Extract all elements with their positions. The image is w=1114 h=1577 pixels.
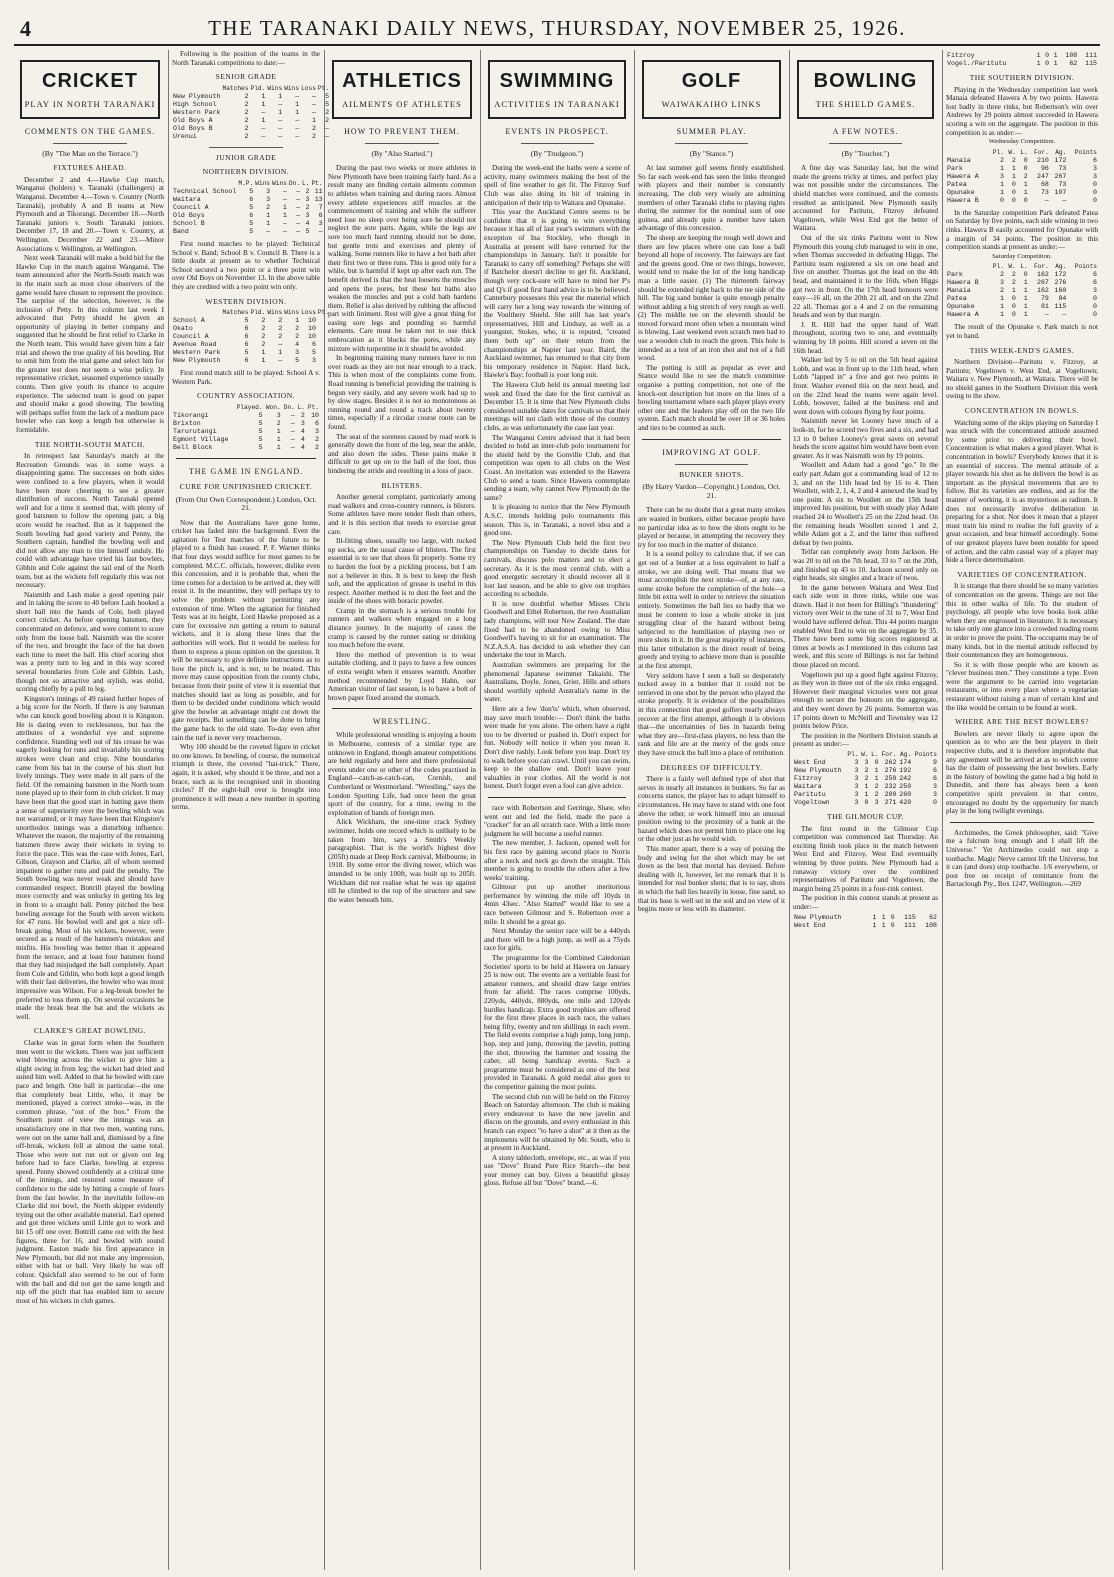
article-paragraph: Telfar ran completely away from Jackson. He was 20 to nil on the 7th head, 33 to 7 on the 20th, and finished up 43 to 10. Jackson scored only on eight heads, six singles and a brace of twos. xyxy=(793,548,938,583)
article-paragraph: It is a sound policy to calculate that, if we can get out of a bunker at a loss equivalent to half a stroke, we are doing well. That means that we must accomplish the next stroke—of, at any rate, some stroke before the completion of the hole—a little bit extra well in order to retrieve the situation entirely. Sometimes the ball lies so badly that we must be content to lose a whole stroke in just struggling clear of the hazard without being subjected to the humiliation of playing two or more shots in it. In the great majority of instances, this latter tribulation is the direct result of being greedy and trying to achieve more than is possible at the first attempt. xyxy=(638,550,785,671)
table-row: Tikorangi 5 3 — 2 10 xyxy=(173,411,319,419)
column-separator xyxy=(168,50,169,1570)
divider xyxy=(950,822,1094,823)
table-row: Vogel./Paritutu 1 0 1 62 115 xyxy=(947,60,1097,67)
table-row: Opunake 1 0 1 73 107 0 xyxy=(947,188,1097,196)
masthead-title: THE TARANAKI DAILY NEWS, THURSDAY, NOVEMBER 25, 1926. xyxy=(208,16,906,40)
column-bowling-continued xyxy=(946,50,1098,1570)
article-paragraph: Australian swimmers are preparing for the phenomenal Japanese swimmer Takaishi. The Australians, Doyle, Jones, Grier, Hills and others should worthily uphold Australia's name in the water. xyxy=(484,661,630,704)
table-row: Hawera A 1 0 1 — — 0 xyxy=(947,311,1097,319)
table-row: Paritutu 3 1 2 200 260 3 xyxy=(794,790,937,798)
divider xyxy=(488,797,626,798)
article-paragraph: race with Robertson and Gerringe, Shaw, who went out and led the field, made the pace a "cracker" for an all scratch race. With a little more judgment he will become a useful runner. xyxy=(484,803,630,838)
senior-grade-table xyxy=(172,85,330,141)
article-paragraph: Here the method of prevention is to wear suitable clothing, and it pays to have a few ounces of extra weight when it ensures warmth. Another method recommended by Loyd Hahn, our American visitor of last season, is to have a bolt of brown paper fixed around the stomach. xyxy=(328,650,476,702)
cricket-match-head: THE NORTH-SOUTH MATCH. xyxy=(34,439,146,449)
article-paragraph: It is now doubtful whether Misses Chris Goodwell and Ethel Robertson, the two Australian lady champions, will tour New Zealand. The date fixed had to be abandoned owing to Miss Goodwell's having to sit for an examination. The N.Z.A.S.A. has decided to ask whether they can undertake the tour in March. xyxy=(484,599,630,660)
golf-title: GOLF xyxy=(681,70,742,92)
article-paragraph: The seat of the soreness caused by road work is generally down the front of the leg, near the ankle, and also down the sides. These pains make it difficult to get up on to the ball of the foot, thus hindering the stride and resulting in a loss of pace. xyxy=(328,432,476,475)
column-separator xyxy=(480,50,481,1570)
weekend-head: THIS WEEK-END'S GAMES. xyxy=(969,345,1075,355)
divider xyxy=(675,464,749,465)
cricket-title: CRICKET xyxy=(42,70,138,92)
cricket-fixtures-head: FIXTURES AHEAD. xyxy=(53,163,127,173)
article-paragraph: Very seldom have I seen a ball so desperately tucked away in a bunker that it could not be retrieved in one shot by the person who played the stroke properly. It is evidence of the possibilities in this connection that good golfers nearly always recover at the first attempt, although it is obvious that—the uncertainties of lies in hazards being what they are—first-class players, no less than the rank and file are at the mercy of the gods once they have struck the ball into a place of retribution. xyxy=(638,671,785,757)
table-row: New Plymouth 2 1 1 — — 5 xyxy=(173,92,330,100)
table-row: High School 2 1 — 1 — 5 xyxy=(173,100,330,108)
table-row: Western Park 5 1 1 3 5 xyxy=(173,349,316,357)
gilmour-table xyxy=(793,914,938,930)
article-paragraph: Gilmour put up another meritorious performance by winning the mile off 10yds in 4min 43sec. "Also Started" would like to see a race between Gilmour and S. Robertson over a mile. It should be a great go. xyxy=(484,883,630,926)
table-header-row: Matches Pld. Wins Wins Loss Pt. xyxy=(222,309,330,317)
england-head: THE GAME IN ENGLAND. xyxy=(188,466,304,476)
swimming-header-box xyxy=(488,60,626,119)
table-row: Old Boys B 2 — — — 2 — xyxy=(173,124,330,132)
athletics-title: ATHLETICS xyxy=(342,70,462,92)
article-paragraph: Why 100 should be the coveted figure in cricket no one knows. In bowling, of course, the numerical triumph is three, the coveted "hat-trick." There, again, it is asked, why should it be three, and not a brace, such as is the recognised unit in shooting circles? If the eight-ball over is brought into prominence it will mean a new number in sporting terms. xyxy=(172,743,320,812)
article-paragraph: The programme for the Combined Caledonian Societies' sports to be held at Hawera on January 25 is now out. The events are a veritable feast for amateur runners, and should draw large entries from far afield. The races comprise 100yds, 220yds, 440yds, 880yds, one mile and 120yds hurdles handicap. Extra good trophies are offered for the first three places in each race, the values being fifty, twenty and ten shillings in each event. The field events comprise a high jump, long jump, hop, step and jump, throwing the javelin, putting the shot, throwing the hammer and tossing the caber, all being handicap events. Such a programme must be considered as one of the best provided in Taranaki. A gold medal also goes to the competitor gaining the most points. xyxy=(484,954,630,1091)
article-paragraph: The position in this contest stands at present as under:— xyxy=(793,894,938,911)
article-paragraph: Kingston's innings of 49 raised further hopes of a big score for the North. If there is any batsman who can knock good bowling about it is Kingston. He is daring even to recklessness, but has the attributes of a wonderful eye and supreme confidence. Standing well out of his crease he was eagerly looking for runs and invariably his scoring strokes were clean and crisp. Nine boundaries came from his bat in the course of his short but lively innings. They were made in all parts of the field. Of the remaining batsmen in the North team none played up to their form in club cricket. It may have been that the good start in batting gave them a sense of superiority over the bowling which was not warranted; or it may have been that Kingston's unorthodox innings was a disturbing influence. Whatever the reason, the majority of the remaining batsmen threw away their wickets in trying to force the pace. This was the case with Jones, Earl, Gibson, Grayson and Clarke, all of whom seemed impatient to gather runs and paid the penalty. The South bowling was never weak and should have commanded respect. Bottrill played the bowling more correctly and was unlucky in getting his leg in front to a straight ball. Penny pitched the best bowling average for the South with seven wickets for 47 runs. He bowled well and got a nice off-break going. Most of his wickets, however, were secured as a result of the batsmen's mistakes and misfits. His bowling was better than it appeared from the terrace, and at least four batsmen found that they had misjudged the ball completely. Apart from Cole and Giblin, who both kept a good length with their fast deliveries, the bowler who was most impressive was Wilson. For a leg-break bowler he preferred to toss them up. On several occasions he made the break beat the bat and the wickets as well. xyxy=(16,694,164,1021)
golf-head: SUMMER PLAY. xyxy=(676,126,747,136)
article-paragraph: Ill-fitting shoes, usually too large, with rucked up socks, are the usual cause of blisters. The first essential is to see that shoes fit properly. Some try to harden the foot by a pickling process, but I am not a believer in this. It is best to keep the flesh soft, and the application of grease is useful in this respect. Another method is to dust the feet and the inside of the shoes with boracic powder. xyxy=(328,537,476,606)
bowling-byline: (By "Toucher.") xyxy=(841,148,890,158)
saturday-head: Saturday Competition. xyxy=(992,252,1052,260)
table-row: Patea 1 0 1 79 84 0 xyxy=(947,295,1097,303)
table-row: Waitara 6 3 — — 3 13 xyxy=(173,195,323,203)
table-row: Old Boys 6 1 1 — 3 6 xyxy=(173,211,323,219)
article-paragraph: During the past two weeks or more athletes in New Plymouth have been training fairly hard. As a result many are finding certain ailments common to athletes when training and during races. Almost every athlete experiences stiff muscles at the commencement of training and while the sufferer need lose no sleep over being sore he should not neglect the sore parts. Again, while the legs are sore too much hard running should not be done, but gentle trots and exercises and plenty of walking. Some runners like to have a hot bath after their first two or three runs. This is good only for a while, but is harmful if kept up after each run. The benefit derived is that the heat loosens the muscles and opens the pores, but these hot baths also weaken the muscles and put a cold bath hardens them. Relief is also derived by rubbing the affected part with liniment. Rest will give a great thing for easing sore legs and pounding so harmful elements. Care must be taken not to use thick embrocation as it blocks the pores, while any mixture with turpentine in it should be avoided. xyxy=(328,164,476,353)
article-paragraph: While professional wrestling is enjoying a boom in Melbourne, contests of a similar type are unknown in England, though amateur competitions are held regularly and here and there professional events under one or other of the codes practised in England—catch-as-catch-can, Cornish, and Cumberland or Westmorland. "Wrestling," says the London Sporting Life, had once been the great sport of the country, for a time, owing to the exploitation of hands of foreign men. xyxy=(328,731,476,817)
table-row: Vogeltown 3 0 3 271 420 0 xyxy=(794,798,937,806)
page-number: 4 xyxy=(20,16,31,41)
column-bowling xyxy=(793,50,938,1570)
table-row: West End 1 1 0 111 108 xyxy=(794,921,937,929)
table-row: Egmont Village 5 1 — 4 2 xyxy=(173,435,319,443)
table-row: Technical School 5 3 — — 2 11 xyxy=(173,187,323,195)
swimming-title: SWIMMING xyxy=(499,70,615,92)
blisters-head: BLISTERS. xyxy=(381,480,423,490)
swimming-head: EVENTS IN PROSPECT. xyxy=(505,126,609,136)
table-row: West End 3 3 0 262 174 9 xyxy=(794,758,937,766)
bowling-title: BOWLING xyxy=(813,70,918,92)
western-note: First round match still to be played: School A v. Western Park. xyxy=(172,369,320,386)
article-paragraph: The second club run will be held on the Fitzroy Beach on Saturday afternoon. The club is making every endeavour to have the new javelin and discus on the grounds, and every enthusiast in this branch can expect "to have a shot" at it then as the implements will be obtained by Mr. South, who is at present in Auckland. xyxy=(484,1092,630,1153)
table-row: Okato 6 2 2 2 10 xyxy=(173,325,316,333)
table-row: Waitara 3 1 2 232 250 3 xyxy=(794,782,937,790)
article-paragraph: The putting is still as popular as ever and Stance would like to see the match committee organise a putting competition, not one of the knock-out description but more on the lines of a bowling tournament where each player plays every other one and the leaders play off on the two life system. Each match should be over 18 or 36 holes and ties to be counted as such. xyxy=(638,363,785,432)
northern-note: First round matches to be played: Technical School v. Band; School B v. Council B. There is a little doubt at present as to whether Technical School secured a two point or a three point win over Old Boys on November 13. In the above table they are credited with a two point win only. xyxy=(172,239,320,291)
wrestling-head: WRESTLING. xyxy=(372,717,432,727)
wednesday-head: Wednesday Competition. xyxy=(988,138,1056,146)
table-header-row: M.P. Wins Wins Dn. L. Pt. xyxy=(238,179,323,187)
table-row: New Plymouth 1 1 0 115 62 xyxy=(794,913,937,921)
article-paragraph: Playing in the Wednesday competition last week Manaia defeated Hawera A by two points. Hawera lost badly in three rinks, but Robertson's win over Andrews by 29 points almost succeeded in Hawera scoring a win on the aggregate. The position in this competition is as under:— xyxy=(946,85,1098,137)
difficulty-head: DEGREES OF DIFFICULTY. xyxy=(660,762,763,772)
athletics-subtitle: AILMENTS OF ATHLETES xyxy=(342,99,462,109)
table-row: Park 2 2 0 162 172 6 xyxy=(947,271,1097,279)
article-paragraph: This year the Auckland Centre seems to be confident that it is going to win everything because it has all of last year's swimmers with the exception of Ina Stockley, who though in Australia at present will have returned for the championships in January. Isn't it possible for Taranaki to carry off something? Perhaps she will if Batchelor doesn't decline to get fit. Auckland, though very cock-sure will have to mind her P's and Q's if good first hand advice is to be believed. Canterbury possesses this year the material which will carry her a long way towards the winning of the Voulthery Shield. She still has last year's representatives, Hill and Lindsay, as well as a youngster, Stokes, who, it is reputed, "created them both up" on their return from the championships at Napier last year. Baird, the Auckland swimmer, has returned to that city from his temporary residence in Napier. Hard luck, Hawke's Bay; football is your long suit. xyxy=(484,208,630,380)
country-association-table xyxy=(172,404,320,452)
table-row: Hawera B 0 0 0 — — 0 xyxy=(947,196,1097,204)
table-row: Park 1 1 0 96 73 3 xyxy=(947,164,1097,172)
table-row: Brixton 5 2 — 3 6 xyxy=(173,419,319,427)
table-row: Avenue Road 6 2 — 4 6 xyxy=(173,341,316,349)
divider xyxy=(209,147,283,148)
where-head: WHERE ARE THE BEST BOWLERS? xyxy=(954,717,1090,727)
southern-division-head: THE SOUTHERN DIVISION. xyxy=(969,73,1075,82)
article-paragraph: So it is with those people who are known as "clever business men." They constitute a type. Even were the argument to be carried into vegetarian restaurants, or into every place where a vegetarian restaurant without raising a man of certain kind and the like would be certain to be found at work. xyxy=(946,660,1098,712)
article-paragraph: This matter apart, there is a way of poising the body and swing for the shot which may be set down as the best that mortal has devised. Before dealing with it, however, let me remark that it is intended for real bunker shots; that is to say, shots in which the ball lies heavily in loose, fine sand, so that its base is well set in the soil and no view of it begins more or less with its diameter. xyxy=(638,844,785,914)
column-separator xyxy=(942,50,943,1570)
article-paragraph: Northern Division—Paritutu v. Fitzroy, at Paritutu; Vogeltown v. West End, at Vogeltown; Waitara v. New Plymouth, at Waitara. There will be no shield games in the Southern Division this week owing to the show. xyxy=(946,358,1098,401)
divider xyxy=(675,143,749,144)
swimming-byline: (By "Trudgeon.") xyxy=(530,148,584,158)
table-row: Patea 1 0 1 68 73 0 xyxy=(947,180,1097,188)
article-paragraph: Vogeltown put up a good fight against Fitzroy, as they won in three out of the six rinks engaged. However their marginal victories were not great enough to secure the honours on the aggregate, and they went down by 26 points. Somerton was 17 points down to McNeill and Townsley was 12 points below Price. xyxy=(793,670,938,731)
draw-intro: Following is the position of the teams in the North Taranaki competitions to date:— xyxy=(172,50,320,67)
table-row: Manaia 2 2 0 210 172 6 xyxy=(947,156,1097,164)
article-paragraph: During the week-end the baths were a scene of activity, many swimmers making the best of the spell of fine weather to get fit. The Fitzroy Surf Club was also doing its bit of training in anticipation of their trip to Waitara and Opunake. xyxy=(484,164,630,207)
improving-head: IMPROVING AT GOLF. xyxy=(662,447,761,457)
table-row: Bell Block 5 1 — 4 2 xyxy=(173,443,319,451)
senior-grade-head: SENIOR GRADE xyxy=(215,72,277,82)
article-paragraph: There is a fairly well defined type of shot that serves in nearly all instances in bunkers. So far as concerns stance, the player has to adapt himself to circumstances. He may have to stand with one foot above the other, or work himself into an unusual position owing to the proximity of a bank at the hazard which does not permit him to place one leg or the other just as he would wish. xyxy=(638,775,785,844)
bunker-head: BUNKER SHOTS. xyxy=(679,469,744,479)
article-paragraph: Next week Taranaki will make a bold bid for the Hawke Cup in the match against Wanganui. The team announced after the North-South match was in the main such as most close observers of the game would have chosen to represent the province. The surprise of the selection, however, is the inclusion of Petty. In this column last week I advocated that Petty should be given an opportunity of playing in better company and suggested that he should be first relief to Clarke in the North team. This would have given him a fair trial and shown the true quality of his bowling. But to omit him from the trial game and select him for the greater test does not seem a wise policy. In representative cricket, seasoned experience usually counts. Then give youth its chance to acquire experience. The selected team is good on paper and should make a good showing. The bowling will perhaps suffer from the lack of a medium pace bowler who can keep a length but otherwise is formidable. xyxy=(16,254,164,434)
article-paragraph: At last summer golf seems firmly established. So far each week-end has seen the links thronged with players and their number is constantly increasing. The club very wisely are admitting members of other Taranaki clubs to playing rights during the summer for the nominal sum of one guinea, and already quite a number have taken advantage of this concession. xyxy=(638,164,785,233)
table-row: Band 5 — — — 5 — xyxy=(173,227,323,235)
article-paragraph: The first round in the Gilmour Cup competition was commenced last Thursday. An exciting finish took place in the match between West End and Fitzroy, West End eventually winning by three points. New Plymouth had a runaway victory over the combined representatives of Paritutu and Vogeltown, the margin being 25 points in a four-rink contest. xyxy=(793,824,938,893)
junior-grade-head: JUNIOR GRADE xyxy=(215,152,277,162)
article-paragraph: In the Saturday competition Park defeated Patea on Saturday by five points, each side winning in two rinks. Hawera B easily accounted for Opunake with a margin of 34 points. The position in this competition stands at present as under:— xyxy=(946,208,1098,252)
table-row: Urenui 2 — — — 2 — xyxy=(173,132,330,140)
bowling-subtitle: THE SHIELD GAMES. xyxy=(815,99,916,109)
athletics-header-box xyxy=(332,60,472,119)
article-paragraph: Clarke was in great form when the Southern men went to the wickets. There was just sufficient wind blowing across the wicket to give him a slight swing in from leg; the wicket had dried and suited him well. Added to that he bowled with rare pace and length. One ball in particular—the one that completely beat Little, who, it may be mentioned, played a correct stroke—was, in the common phrase, "out of the box." From the Southern point of view the innings was an unsatisfactory one in that two men, wanting runs, were out on the same ball and, dismissed by a fine off-break, wickets fell at almost the same total. Those who were not run out or given out leg before had to face Clarke, bowling at express speed. Penny showed confidently at a critical time of the innings, and restored some measure of confidence to the side by hitting a couple of fours from the fast bowler. In the inevitable follow-on Clarke did not bowl, the North skipper evidently trying out the other available material. Earl opened and got three wickets until Little got to work and hit 15 off one over. Bottrill came out with the best figures, three for 16, and bowled with sound judgment. Easton made his first appearance in New Plymouth, but did not make any impression, either with bat or ball. Very likely he was off colour. Quickfall also seemed to be out of form with the ball and did not get the same length and nip off the pitch that has enabled him to secure most of his wickets in club games. xyxy=(16,1038,164,1305)
advertisement: Archimedes, the Greek philosopher, said: "Give me a fulcrum long enough and I shall lift the Universe." Yet Archimedes could not stop a toothache. Magic Nerve cannot lift the Universe, but it can (and does) stop toothache. 1/6 everywhere, or post free on receipt of remittance from the Barraclough Pty., Box 1247, Wellington.—269 xyxy=(946,828,1098,889)
article-paragraph: The Wanganui Centre advised that it had been decided to hold an inter-club polo tournament for the shield held by the Gonville Club, and that competition was open to all clubs on the West Coast. An invitation was extended to the Hawera Club to send a team. Since Hawera contemplate sending a team, why cannot New Plymouth do the same? xyxy=(484,433,630,502)
cricket-header-box xyxy=(20,60,160,119)
article-paragraph: Next Monday the senior race will be a 440yds and there will be a high jump, as well as a 75yds race for girls. xyxy=(484,927,630,953)
article-paragraph: The New Plymouth Club held the first two championships on Tuesday to decide dates for carnivals, discuss polo matters and to elect a secretary. As it is the most central club, with a good energetic secretary it should recover all it lost last season, and be able to give out trophies according to schedule. xyxy=(484,538,630,599)
golf-subtitle: WAIWAKAIHO LINKS xyxy=(661,99,762,109)
bowling-head: A FEW NOTES. xyxy=(832,126,899,136)
article-paragraph: J. R. Hill had the upper hand of Wall throughout, scoring two to one, and eventually winning by 18 points. Hill scored a seven on the 16th head. xyxy=(793,320,938,355)
cricket-subtitle: PLAY IN NORTH TARANAKI xyxy=(24,99,156,109)
divider xyxy=(176,458,316,459)
column-separator xyxy=(634,50,635,1570)
article-paragraph: The Hawera Club held its annual meeting last week and fixed the date for the first carnival as December 15. It is time that New Plymouth clubs considered suitable dates for carnivals so that their meetings will not clash with those of the country clubs, as was unfortunately the case last year. xyxy=(484,381,630,432)
saturday-table xyxy=(946,263,1098,319)
wednesday-table xyxy=(946,149,1098,205)
cricket-fixtures: December 2 and 4.—Hawke Cup match, Wanganui (holders) v. Taranaki (challengers) at Wanganui. December 4.—Town v. Country (North Taranaki), probably A and B teams at New Plymouth and at Tikorangi. December 18.—North Taranaki juniors v. South Taranaki juniors. December 17, 18 and 20.—Town v. Country, at Wellington. December 22 and 23.—Minor Associations v. Wellington, at Wellington. xyxy=(16,175,164,253)
table-header-row: Matches Pld. Wins Wins Loss Pt. xyxy=(222,84,330,92)
swimming-subtitle: ACTIVITIES IN TARANAKI xyxy=(494,99,620,109)
table-row: School A 5 2 2 1 10 xyxy=(173,317,316,325)
masthead xyxy=(14,14,1100,40)
article-paragraph: Now that the Australians have gone home, cricket has faded into the background. Even the agitation for Test matches of the future to be played to a finish has ceased. P. F. Warner thinks that four days would suffice for most games to be completed. M.C.C. officials, however, dislike even this concession, and it is probable that, when the time comes for a decision to be arrived at, they will resist it. In the meantime, they will perhaps try to solve the problem without permitting any extension of time. When the agitation for finished Tests was at its height, Lord Hawke proposed as a cure for excessive run getting a return to natural wickets, and it is along these lines that the authorities will work. But it would be useless for them to express a pious opinion on the question. It will be necessary to give definite instructions as to how the pitch is, and is not, to be treated. This move may cause opposition from the county clubs, because from their point of view it is essential that matches should last as long as possible, and for them to be decided under conditions which would give the bowler an advantage might cut down the gate receipts. But something can be done to bring the game back to the old state. To-day even after rain the turf is never very treacherous. xyxy=(172,518,320,742)
divider xyxy=(53,143,127,144)
divider xyxy=(829,143,902,144)
table-row: School B 5 1 — — 4 3 xyxy=(173,219,323,227)
column-separator xyxy=(789,50,790,1570)
table-row: Opunake 1 0 1 81 115 0 xyxy=(947,303,1097,311)
concentration-head: CONCENTRATION IN BOWLS. xyxy=(964,406,1080,416)
table-row: New Plymouth 6 1 — 5 3 xyxy=(173,357,316,365)
bowling-northern-table xyxy=(793,751,938,807)
table-row: Fitzroy 3 2 1 250 242 6 xyxy=(794,774,937,782)
advertisement: A stony tablecloth, envelope, etc., as was if you use "Dove" Brand Pure Rice Starch—the best your money can buy. Gives a beautiful glossy gloss. Refuse all but "Dove" brand.—6. xyxy=(484,1153,630,1188)
article-paragraph: Bowlers are never likely to agree upon the question as to who are the best players in their respective clubs, and it is therefore improbable that any agreement will be arrived at as to which centre has the claim of possessing the best bowlers. Early in the history of bowling the game had a big hold in Dunedin, and there has always been a keen competitive spirit prevalent in that centre, encouraged no doubt by the opportunity for match play in the long twilight evenings. xyxy=(946,729,1098,816)
table-header-row: Played. Won. Dn. L. Pt. xyxy=(236,403,319,411)
table-header-row: Pl. W. L. For. Ag. Points xyxy=(992,148,1097,156)
gilmour-head: THE GILMOUR CUP. xyxy=(827,811,904,821)
divider xyxy=(365,143,439,144)
cricket-comments-head: COMMENTS ON THE GAMES. xyxy=(24,126,156,136)
swimming-hints: Here are a few 'don'ts' which, when observed, may save much trouble:— Don't think the baths were made for you alone. The others have a right too to be diverted or pushed in. Don't expect for fun. Nobody will notice it when you mean it. Don't dive rashly. Look before you leap. Don't try to walk before you can crawl. Until you can swim, keep to the shallow end. Don't leave your valuables in your clothes. All the world is not honest. Don't forget even a fool can give advice. xyxy=(484,705,630,791)
table-row: Old Boys A 2 1 — — 1 2 xyxy=(173,116,330,124)
northern-division-head: NORTHERN DIVISION. xyxy=(202,167,290,177)
athletics-head: HOW TO PREVENT THEM. xyxy=(344,126,460,136)
western-division-table xyxy=(172,309,330,365)
varieties-head: VARIETIES OF CONCENTRATION. xyxy=(957,569,1087,579)
article-paragraph: In beginning training many runners have to run over roads as they are not near enough to a track. This is when most of the complaints come from. Road running is beneficial providing the training is begun very easily, and any severe work bad up to by slow stages. Besides it is not so monotonous as running round and round a track about twenty times, especially if a circular course route can be found. xyxy=(328,354,476,431)
table-row: Fitzroy 1 0 1 108 111 xyxy=(947,52,1097,59)
article-paragraph: Naismith never let Looney have much of a look-in, for he scored two fives and a six, and had 13 to 0 before Looney's great saves on several heads the score against him would have been even greater. As it was Naismith won by 19 points. xyxy=(793,417,938,460)
athletics-byline: (By "Also Started.") xyxy=(371,148,433,158)
column-golf xyxy=(638,50,785,1570)
table-row: New Plymouth 3 2 1 276 192 6 xyxy=(794,766,937,774)
article-paragraph: It is pleasing to notice that the New Plymouth A.S.C. intends holding polo tournaments this season. This is, in Taranaki, a novel idea and a good one. xyxy=(484,503,630,538)
country-association-head: COUNTRY ASSOCIATION. xyxy=(196,391,296,401)
divider xyxy=(521,143,594,144)
vardon-byline: (By Harry Vardon—Copyright.) London, Oct. 21. xyxy=(642,482,781,500)
england-subhead: CURE FOR UNFINISHED CRICKET. xyxy=(179,481,313,491)
table-row: Hawera A 3 1 2 247 267 3 xyxy=(947,172,1097,180)
table-header-row: Pl. W. L. For. Ag. Points xyxy=(847,750,937,758)
england-byline: (From Our Own Correspondent.) London, Oct. 21. xyxy=(175,494,317,513)
article-paragraph: It is strange that there should be so many varieties of concentration on the greens. Things are not like this in other walks of life. To the student of psychology, all people who love books look alike when they are engrossed in literature. It is necessary to take only one glance into a crowded reading room in order to prove the point. The occupants may be of many kinds, but in the mental attitude reflected by their countenances they are homogeneous. xyxy=(946,582,1098,660)
column-cricket-tables xyxy=(172,50,330,1570)
article-paragraph: In retrospect last Saturday's match at the Recreation Grounds was in some ways a disappointing game. The successes on both sides were confined to a few players, when it would have been more cheering to see a greater distribution of success. North Taranaki opened well and for a time it seemed that, with plenty of good batsmen to follow the opening pair, a big score would be reached. But as it happened the South bowling had good variety and Penny, the Southern captain, handled the bowling well and did not allow any man to tire himself unduly. He could with advantage have tried his fast bowlers, Gibbin and Cole against the tail end of the North team, but as the wickets fell regularly this was not necessary. xyxy=(16,452,164,590)
table-row: Hawera B 3 2 1 267 276 6 xyxy=(947,279,1097,287)
column-swimming xyxy=(484,50,630,1570)
table-row: Tarurutangi 5 1 — 4 3 xyxy=(173,427,319,435)
table-header-row: Pl. W. L. For. Ag. Points xyxy=(992,263,1097,271)
bowling-header-box xyxy=(797,60,934,119)
article-paragraph: Woollett and Adam had a good "go." In the early part Adam got a commanding lead of 12 to 3, and on the 11th head led by 16 to 4. Then Woollett, with 2, 1, 4, 2 and 4 annexed the lead by one point. A six to Woollett on the 15th head improved his position, but with steady play Adam reached 24 to Woollett's 25 on the 22nd head. On the remaining heads Woollett scored 1 and 2, while Adam got a 2, and the latter thus suffered defeat by two points. xyxy=(793,461,938,547)
golf-byline: (By "Stance.") xyxy=(689,148,734,158)
table-row: Western Park 2 — 1 1 — 2 xyxy=(173,108,330,116)
article-paragraph: Cramp in the stomach is a serious trouble for runners and walkers when engaged on a long distance journey. In the majority of cases the cramp is caused by the runner eating or drinking too much before the event. xyxy=(328,606,476,650)
article-paragraph: Alick Wickham, the one-time crack Sydney swimmer, holds one record which is unlikely to be taken from him, says a Smith's Weekly paragraphist. That is the world's highest dive (205ft) made at Deep Rock carnival, Melbourne, in 1918. By some error the diving tower, which was intended to be only 100ft, was built up to 205ft. Wickham did not realise what he was up against till he climbed to the top of the structure and saw the water beneath him. xyxy=(328,818,476,904)
table-row: Manaia 2 1 1 162 160 3 xyxy=(947,287,1097,295)
gilmour-table-continued xyxy=(946,52,1098,68)
northern-division-table xyxy=(172,180,324,236)
northern-intro: The position in the Northern Division stands at present as under:— xyxy=(793,731,938,749)
divider xyxy=(332,708,472,709)
column-cricket xyxy=(16,50,164,1570)
cricket-clarke-head: CLARKE'S GREAT BOWLING. xyxy=(33,1026,147,1036)
masthead-rule xyxy=(14,44,1100,46)
article-paragraph: Out of the six rinks Paritutu went to New Plymouth this young club managed to win in one, when Thomas succeeded in defeating Higgs. The Paritutu team registered a six on one head and five on another. Thomas got the lead on the 4th head, and maintained it to the 16th, when Higgs got two in front. On the 17th head honours were easy—16 all, on the 20th 21 all, and on the 22nd 22 all. Thomas got a 4 and 2 on the remaining heads and won by that margin. xyxy=(793,233,938,320)
article-paragraph: Watching some of the skips playing on Saturday I was struck with the concentrated attitude assumed by some prior to delivering their bowl. Concentration is what makes a good player. What is concentration in bowls? Everybody knows that it is an essential of success. The mental attitude of a player towards his shot as he delivers the bowl is as important as the physical movements that are to follow. But its varieties are endless, and as for the manner of working, it is as mysterious as radium. It does not necessarily involve deliberation in preparing for a shot. Nor does it mean that a player must train his mind to realise the full gravity of a great occasion, and bear himself accordingly. Some of our greatest players have been notable for speed of action, and the calm casual way of a player may hide a fierce determination. xyxy=(946,418,1098,565)
article-paragraph: The new member, J. Jackson, opened well for his first race by gaining second place to Norris after a neck and neck go down the straight. This member is going to trouble the others after a few weeks' training. xyxy=(484,839,630,882)
western-division-head: WESTERN DIVISION. xyxy=(205,296,287,306)
article-paragraph: A fine day was Saturday last, but the wind made the greens tricky at times, and perfect play was not possible under the circumstances. The shield matches were continued, and the contests resulted as anticipated. New Plymouth easily accounted for Paritutu, Fitzroy defeated Vogeltown, while West End got the better of Waitara. xyxy=(793,164,938,233)
table-row: Council A 5 2 1 — 2 7 xyxy=(173,203,323,211)
article-paragraph: Another general complaint, particularly among road walkers and cross-country runners, is blisters. Some athletes have more tender flesh than others, and it is this section that needs to exercise great care. xyxy=(328,493,476,536)
article-paragraph: Walker led by 5 to nil on the 5th head against Lobb, and was in front up to the 11th head, when Lobb "lapped in" a five and got two points in front. Washer evened this on the next head, and on the 22nd head the teams were again level. Lobb, however, failed at the business end and went down with colours flying by four points. xyxy=(793,356,938,416)
article-paragraph: The sheep are keeping the rough well down and there are few places where one can lose a ball beyond all hope of recovery. The fairways are fast and the greens good. One or two things, however, would tend to make the lot of the long handicap man a little easier. (1) The thirteenth fairway should be extended right back to the tee side of the hill. The big sand bunker is quite enough penalty without adding a big stretch of very rough as well. (2) The middle tee on the eleventh should be moved forward more often when a mountain wind is blowing. Last weekend even scratch men had to use a wooden club to reach the green. This hole is intended as a test of an iron shot and not of a full wood. xyxy=(638,233,785,363)
cricket-byline: (By "The Man on the Terrace.") xyxy=(42,148,138,158)
article-paragraph: In the game between Waitara and West End each side won in three rinks, while one was drawn. Had it not been for Billing's "thundering" victory over Weir to the tune of 31 to 7, West End would have suffered defeat. This 44 points margin enabled West End to win on the aggregate by 35. There have been some big scores registered at times at bowls as I mentioned in this column last week, and this score of Billings is not far behind those placed on record. xyxy=(793,583,938,670)
article-paragraph: The result of the Opunake v. Park match is not yet to hand. xyxy=(946,323,1098,340)
golf-header-box xyxy=(642,60,781,119)
column-separator xyxy=(324,50,325,1570)
table-row: Council A 6 2 2 2 10 xyxy=(173,333,316,341)
article-paragraph: There can be no doubt that a great many strokes are wasted in bunkers, either because people have no particular idea as to how the shots ought to be played or because, in attempting the recovery they try for too much in the matter of distance. xyxy=(638,506,785,549)
divider xyxy=(642,439,781,440)
column-athletics xyxy=(328,50,476,1570)
article-paragraph: Naismith and Lash make a good opening pair and in taking the score to 40 before Lash hooked a short ball into the hands of Cole, both played correct cricket. As before opening batsmen, they concentrated on defence, and were content to score only from the loose ball. Naismith was the scorer of the two, and brought the face of the bat down each time to meet the ball. His chief scoring shot was a pretty turn to leg and in this way scored several boundaries from Cole and Gibbin. Lash, though not so attractive and stylish, was stolid, scoring chiefly by a pull to leg. xyxy=(16,590,164,694)
